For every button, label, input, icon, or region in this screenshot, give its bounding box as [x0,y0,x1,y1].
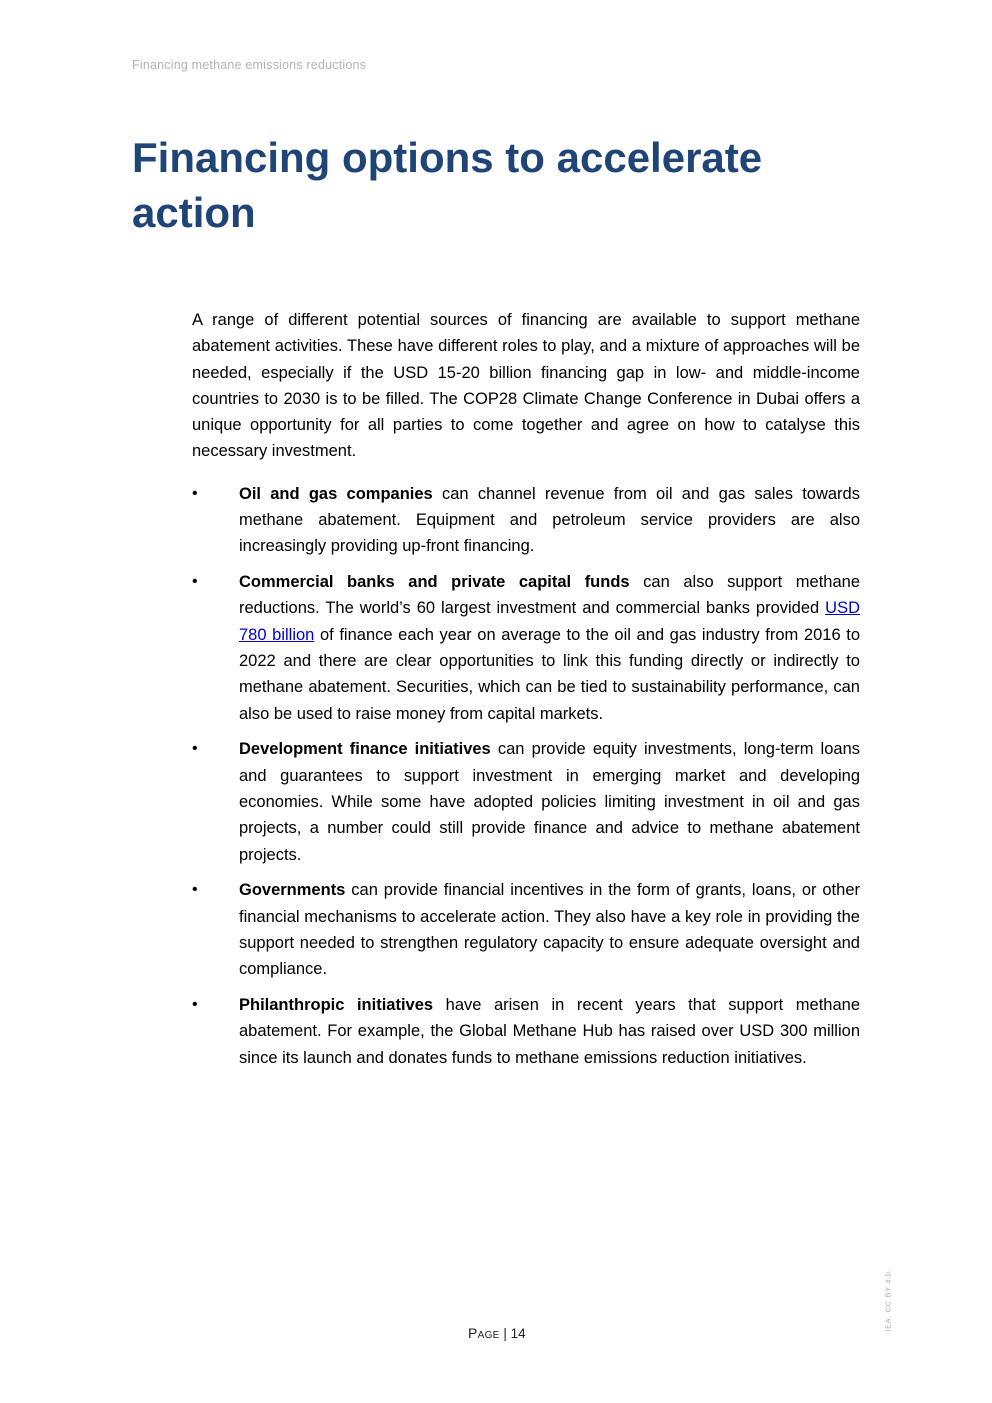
financing-sources-list [192,481,860,1071]
bullet-icon [192,736,202,762]
bullet-icon [192,992,202,1018]
bullet-icon [192,569,202,595]
list-item-commercial-banks [192,569,860,727]
bullet-text: can also support methane reductions. The world’s 60 largest investment and commercial banks provided [239,573,860,618]
bullet-text: can provide financial incentives in the form of grants, loans, or other financial mechanisms to accelerate action. They also have a key role in providing the support needed to strengthen regulatory capacity to ensure adequate oversight and compliance. [239,881,860,979]
bullet-heading: Governments [239,881,346,900]
bullet-text: of finance each year on average to the oil and gas industry from 2016 to 2022 and there are clear opportunities to link this funding directly or indirectly to methane abatement. Securities, which can be tied to sustainability performance, can also be used to raise money from capital markets. [239,625,860,723]
list-item-philanthropic [192,992,860,1071]
bullet-text: can provide equity investments, long-term loans and guarantees to support investment in emerging market and developing economies. While some have adopted policies limiting investment in oil and gas projects, a number could still provide finance and advice to methane abatement projects. [239,740,861,864]
page-number: 14 [510,1326,526,1341]
bullet-heading: Commercial banks and private capital funds [239,573,630,592]
main-content [192,307,860,1081]
bullet-icon [192,481,202,507]
list-item-oil-gas-companies [192,481,860,560]
usd-780-billion-link[interactable]: USD 780 billion [239,599,860,644]
page-title: Financing options to accelerate action [132,134,763,236]
bullet-heading: Development finance initiatives [239,740,491,759]
page-separator: | [499,1326,511,1341]
bullet-heading: Oil and gas companies [239,484,433,503]
page-label: Page [468,1325,500,1341]
intro-paragraph: A range of different potential sources of financing are available to support methane abatement activities. These have different roles to play, and a mixture of approaches will be needed, especially if the USD 15-20 billion financing gap in low- and middle-income countries to 2030 is to be filled. The COP28 Climate Change Conference in Dubai offers a unique opportunity for all parties to come together and agree on how to catalyse this necessary investment. [192,311,860,461]
page-footer [468,1325,526,1341]
running-header: Financing methane emissions reductions [132,58,367,72]
license-notice: IEA. CC BY 4.0. [883,1268,893,1332]
bullet-heading: Philanthropic initiatives [239,996,434,1015]
bullet-text: have arisen in recent years that support methane abatement. For example, the Global Methane Hub has raised over USD 300 million since its launch and donates funds to methane emissions reduction initiatives. [239,996,860,1067]
bullet-icon [192,877,202,903]
bullet-text: can channel revenue from oil and gas sales towards methane abatement. Equipment and petroleum service providers are also increasingly providing up-front financing. [239,484,860,556]
list-item-governments [192,877,860,982]
list-item-development-finance [192,736,860,867]
